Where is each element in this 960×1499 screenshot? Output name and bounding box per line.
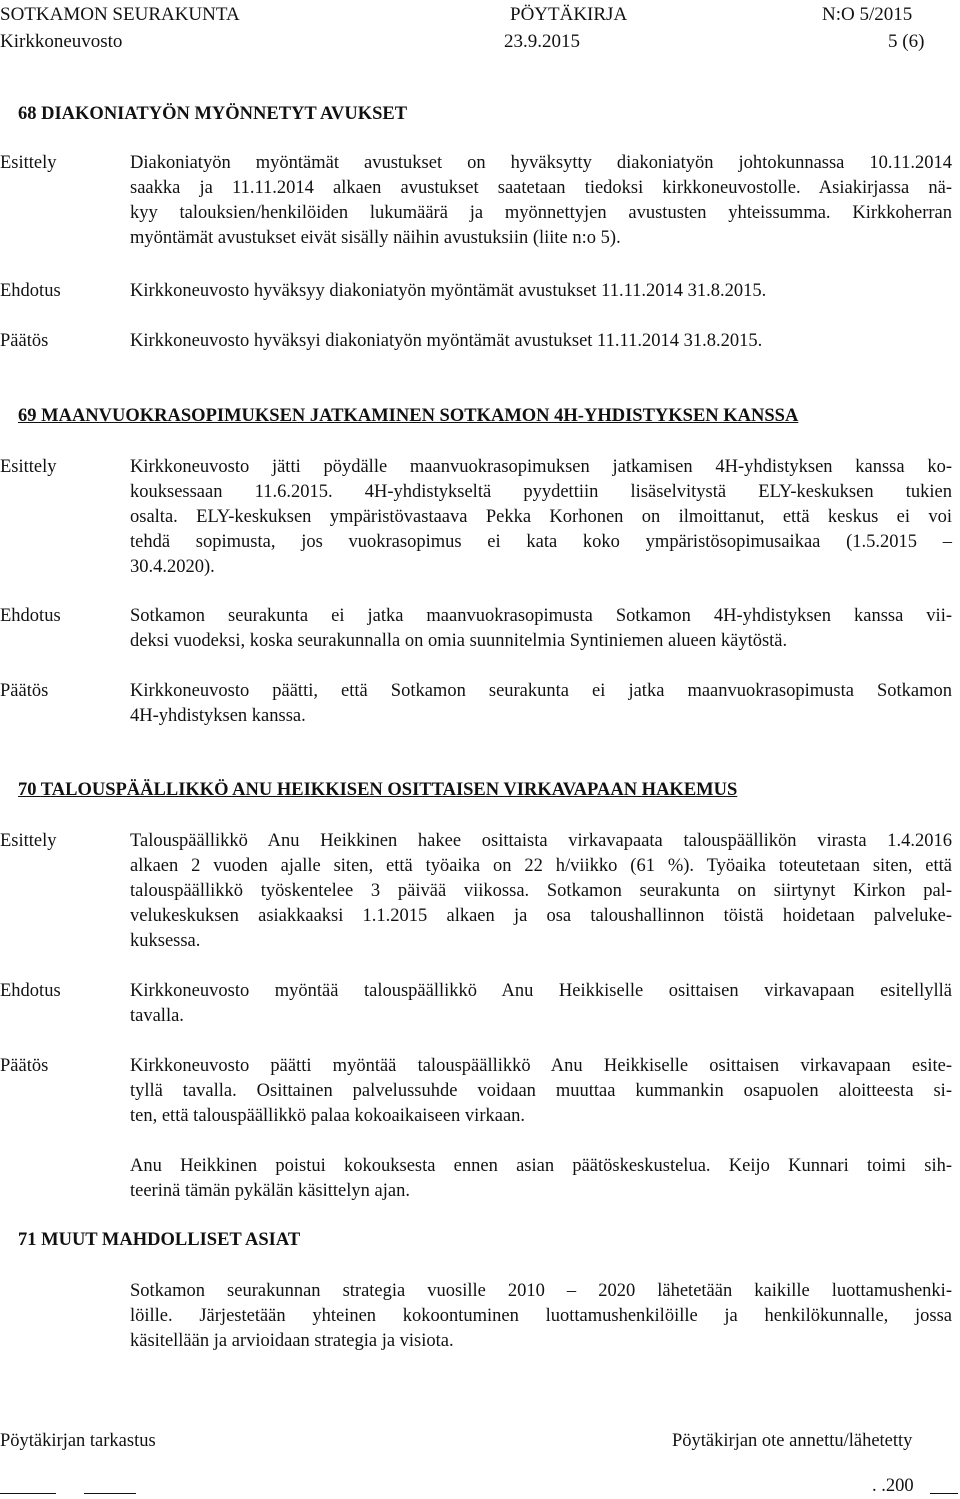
section-70-note [130,1154,952,1204]
text-line: velukeskuksen asiakkaaksi 1.1.2015 alkaen ja osa taloushallinnon töistä hoidetaan palveluke- [130,906,952,926]
text-line: Kirkkoneuvosto päätti, että Sotkamon seurakunta ei jatka maanvuokrasopimusta Sotkamon [130,681,952,701]
text-line: käsitellään ja arvioidaan strategia ja visiota. [130,1331,454,1351]
label-paatos: Päätös [0,1056,49,1076]
text-line: Diakoniatyön myöntämät avustukset on hyväksytty diakoniatyön johtokunnassa 10.11.2014 [130,153,952,173]
label-esittely: Esittely [0,457,57,477]
text-line: deksi vuodeksi, koska seurakunnalla on omia suunnitelmia Syntiniemen alueen käytöstä. [130,631,788,651]
text-line: Sotkamon seurakunta ei jatka maanvuokrasopimusta Sotkamon 4H-yhdistyksen kanssa vii- [130,606,952,626]
section-69-ehdotus [130,604,952,654]
footer-review-label: Pöytäkirjan tarkastus [0,1431,156,1451]
section-number: 71 [18,1230,37,1250]
text-line: kuksessa. [130,931,201,951]
text-line: Kirkkoneuvosto hyväksyy diakoniatyön myöntämät avustukset 11.11.2014 31.8.2015. [130,281,767,301]
section-title: DIAKONIATYÖN MYÖNNETYT AVUKSET [41,104,408,124]
section-69-heading [18,405,798,427]
header-org: SOTKAMON SEURAKUNTA [0,4,240,25]
text-line: tyllä tavalla. Osittainen palvelussuhde voidaan muuttaa kummankin osapuolen aloitteesta si- [130,1081,952,1101]
footer-date-value: . .200 [872,1476,914,1496]
label-esittely: Esittely [0,153,57,173]
label-paatos: Päätös [0,681,49,701]
section-number: 69 [18,406,37,426]
text-line: Sotkamon seurakunnan strategia vuosille 2010 – 2020 lähetetään kaikille luottamushenki- [130,1281,952,1301]
header-doc-type: PÖYTÄKIRJA [510,4,628,25]
text-line: teerinä tämän pykälän käsittelyn ajan. [130,1181,410,1201]
text-line: alkaen 2 vuoden ajalle siten, että työaika on 22 h/viikko (61 %). Työaika toteutetaan siten, että [130,856,952,876]
signature-line [84,1493,136,1494]
text-line: Kirkkoneuvosto päätti myöntää talouspäällikkö Anu Heikkiselle osittaisen virkavapaan esite- [130,1056,952,1076]
text-line: kyy talouksien/henkilöiden lukumäärä ja myönnettyjen avustusten yhteissumma. Kirkkoherran [130,203,952,223]
text-line: 30.4.2020). [130,557,215,577]
section-69-esittely [130,455,952,580]
section-68-ehdotus [130,279,952,304]
section-68-heading [18,103,407,125]
text-line: talouspäällikkö työskentelee 3 päivää viikossa. Sotkamon seurakunta on siirtynyt Kirkon pal- [130,881,952,901]
label-ehdotus: Ehdotus [0,606,61,626]
section-70-esittely [130,829,952,954]
section-70-paatos [130,1054,952,1129]
section-number: 68 [18,104,37,124]
text-line: 4H-yhdistyksen kanssa. [130,706,306,726]
header-doc-number: N:O 5/2015 [822,4,913,25]
text-line: tehdä sopimusta, jos vuokrasopimus ei kata koko ympäristösopimusaikaa (1.5.2015 – [130,532,952,552]
section-69-paatos [130,679,952,729]
text-line: kouksessaan 11.6.2015. 4H-yhdistykseltä pyydettiin lisäselvitystä ELY-keskuksen tukien [130,482,952,502]
text-line: ten, että talouspäällikkö palaa kokoaikaiseen virkaan. [130,1106,526,1126]
section-title: MUUT MAHDOLLISET ASIAT [41,1230,301,1250]
section-68-esittely [130,151,952,251]
text-line: tavalla. [130,1006,184,1026]
header-date: 23.9.2015 [504,31,580,52]
label-ehdotus: Ehdotus [0,281,61,301]
text-line: Kirkkoneuvosto myöntää talouspäällikkö Anu Heikkiselle osittaisen virkavapaan esitellyllä [130,981,952,1001]
section-68-paatos [130,329,952,354]
section-number: 70 [18,780,37,800]
text-line: saakka ja 11.11.2014 alkaen avustukset saatetaan tiedoksi kirkkoneuvostolle. Asiakirjassa nä- [130,178,952,198]
text-line: myöntämät avustukset eivät sisälly näihin avustuksiin (liite n:o 5). [130,228,621,248]
header-page-number: 5 (6) [888,31,925,52]
text-line: löille. Järjestetään yhteinen kokoontuminen luottamushenkilöille ja henkilökunnalle, jossa [130,1306,952,1326]
section-70-ehdotus [130,979,952,1029]
text-line: osalta. ELY-keskuksen ympäristövastaava Pekka Korhonen on ilmoittanut, että keskus ei voi [130,507,952,527]
header-body: Kirkkoneuvosto [0,31,123,52]
label-ehdotus: Ehdotus [0,981,61,1001]
label-esittely: Esittely [0,831,57,851]
date-blank-line [930,1493,958,1494]
text-line: Talouspäällikkö Anu Heikkinen hakee osittaista virkavapaata talouspäällikön virasta 1.4.2016 [130,831,952,851]
footer-extract-label: Pöytäkirjan ote annettu/lähetetty [672,1431,913,1451]
text-line: Kirkkoneuvosto hyväksyi diakoniatyön myöntämät avustukset 11.11.2014 31.8.2015. [130,331,763,351]
section-71-heading [18,1229,300,1251]
signature-line [0,1493,56,1494]
label-paatos: Päätös [0,331,49,351]
text-line: Kirkkoneuvosto jätti pöydälle maanvuokrasopimuksen jatkamisen 4H-yhdistyksen kanssa ko- [130,457,952,477]
section-title: MAANVUOKRASOPIMUKSEN JATKAMINEN SOTKAMON 4H-YHDISTYKSEN KANSSA [41,406,799,426]
section-71-body [130,1279,952,1354]
section-title: TALOUSPÄÄLLIKKÖ ANU HEIKKISEN OSITTAISEN VIRKAVAPAAN HAKEMUS [40,780,738,800]
section-70-heading [18,779,737,801]
text-line: Anu Heikkinen poistui kokouksesta ennen asian päätöskeskustelua. Keijo Kunnari toimi sih- [130,1156,952,1176]
